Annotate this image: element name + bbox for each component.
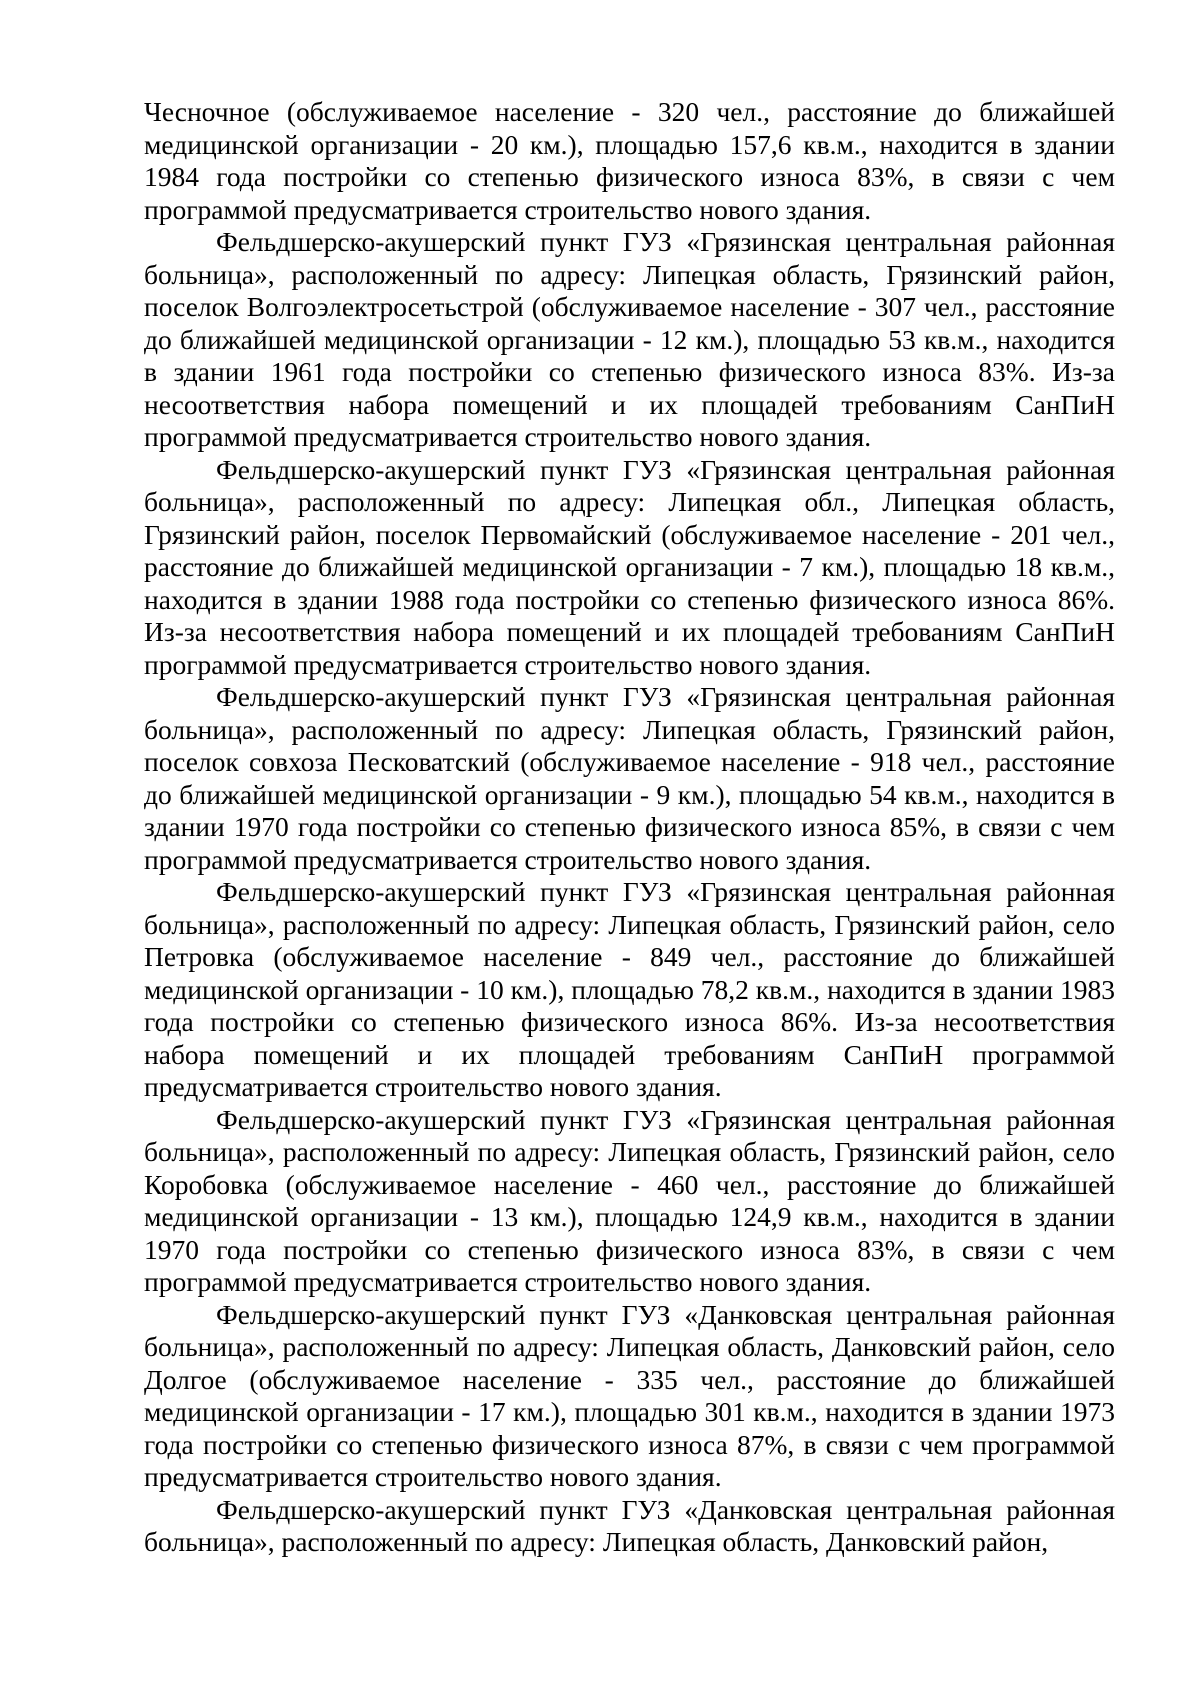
paragraph-peskovatskiy: Фельдшерско-акушерский пункт ГУЗ «Грязинская центральная районная больница», расположенный по адресу: Липецкая область, Грязинский район, поселок совхоза Песковатский (обслуживаемое население - 918 чел., расстояние до ближайшей медицинской организации - 9 км.), площадью 54 кв.м., находится в здании 1970 года постройки со степенью физического износа 85%, в связи с чем программой предусматривается строительство нового здания.	[144, 681, 1115, 875]
document-page	[144, 96, 1115, 1559]
paragraph-petrovka: Фельдшерско-акушерский пункт ГУЗ «Грязинская центральная районная больница», расположенный по адресу: Липецкая область, Грязинский район, село Петровка (обслуживаемое население - 849 чел., расстояние до ближайшей медицинской организации - 10 км.), площадью 78,2 кв.м., находится в здании 1983 года постройки со степенью физического износа 86%. Из-за несоответствия набора помещений и их площадей требованиям СанПиН программой предусматривается строительство нового здания.	[144, 876, 1115, 1102]
paragraph-volgoelektrosetstroy: Фельдшерско-акушерский пункт ГУЗ «Грязинская центральная районная больница», расположенный по адресу: Липецкая область, Грязинский район, поселок Волгоэлектросетьстрой (обслуживаемое население - 307 чел., расстояние до ближайшей медицинской организации - 12 км.), площадью 53 кв.м., находится в здании 1961 года постройки со степенью физического износа 83%. Из-за несоответствия набора помещений и их площадей требованиям СанПиН программой предусматривается строительство нового здания.	[144, 226, 1115, 452]
paragraph-dankovskiy-continued: Фельдшерско-акушерский пункт ГУЗ «Данковская центральная районная больница», расположенный по адресу: Липецкая область, Данковский район,	[144, 1493, 1115, 1557]
paragraph-dolgoe: Фельдшерско-акушерский пункт ГУЗ «Данковская центральная районная больница», расположенный по адресу: Липецкая область, Данковский район, село Долгое (обслуживаемое население - 335 чел., расстояние до ближайшей медицинской организации - 17 км.), площадью 301 кв.м., находится в здании 1973 года постройки со степенью физического износа 87%, в связи с чем программой предусматривается строительство нового здания.	[144, 1298, 1115, 1492]
paragraph-korobovka: Фельдшерско-акушерский пункт ГУЗ «Грязинская центральная районная больница», расположенный по адресу: Липецкая область, Грязинский район, село Коробовка (обслуживаемое население - 460 чел., расстояние до ближайшей медицинской организации - 13 км.), площадью 124,9 кв.м., находится в здании 1970 года постройки со степенью физического износа 83%, в связи с чем программой предусматривается строительство нового здания.	[144, 1103, 1115, 1297]
paragraph-chesnochnoe: Чесночное (обслуживаемое население - 320 чел., расстояние до ближайшей медицинской организации - 20 км.), площадью 157,6 кв.м., находится в здании 1984 года постройки со степенью физического износа 83%, в связи с чем программой предусматривается строительство нового здания.	[144, 96, 1115, 225]
paragraph-pervomayskiy: Фельдшерско-акушерский пункт ГУЗ «Грязинская центральная районная больница», расположенный по адресу: Липецкая обл., Липецкая область, Грязинский район, поселок Первомайский (обслуживаемое население - 201 чел., расстояние до ближайшей медицинской организации - 7 км.), площадью 18 кв.м., находится в здании 1988 года постройки со степенью физического износа 86%. Из-за несоответствия набора помещений и их площадей требованиям СанПиН программой предусматривается строительство нового здания.	[144, 453, 1115, 680]
